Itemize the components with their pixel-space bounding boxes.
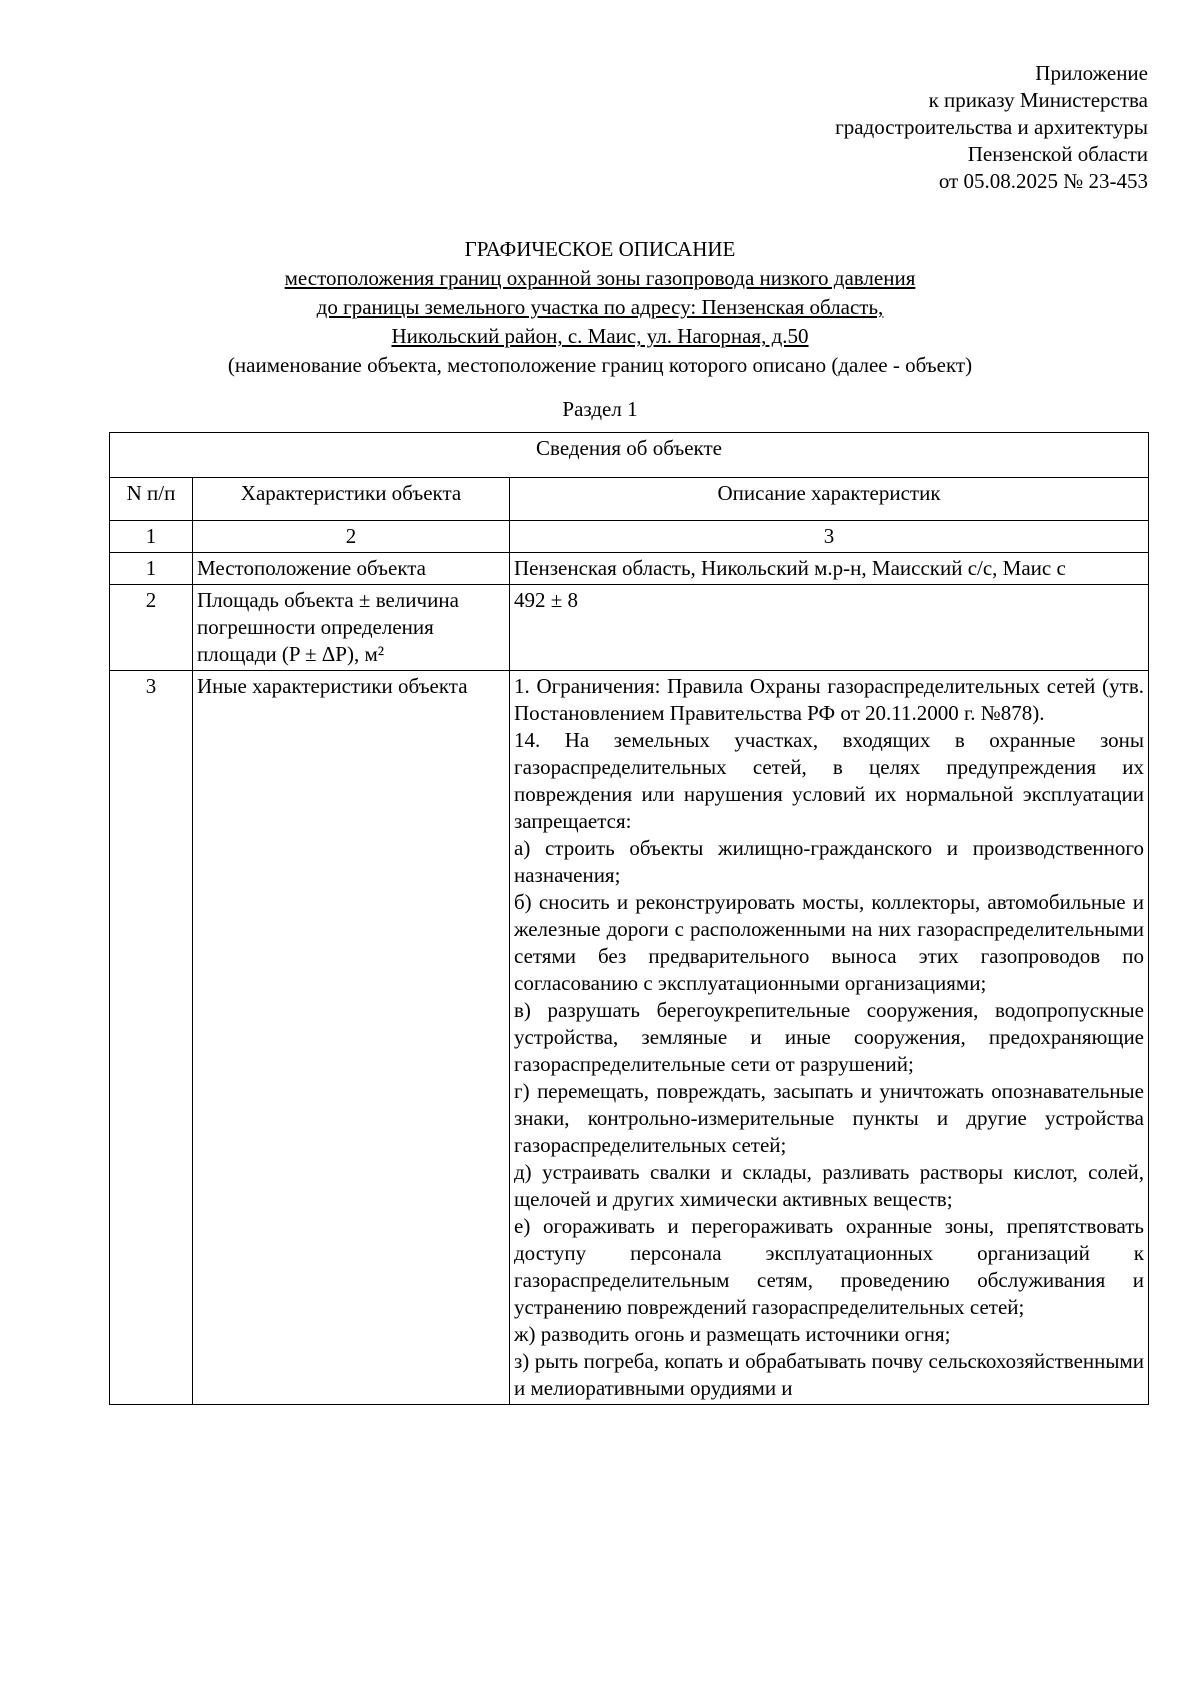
annex-line: Пензенской области [967,142,1148,166]
description-paragraph: Пензенская область, Никольский м.р-н, Маисский с/с, Маис с [514,556,1066,580]
description-paragraph: 492 ± 8 [514,588,579,612]
object-info-table [109,432,1149,1405]
description-paragraph: б) сносить и реконструировать мосты, коллекторы, автомобильные и железные дороги с расположенными на них газораспределительными сетями без предварительного выноса этих газопроводов по согласованию с эксплуатационными организациями; [514,890,1144,995]
table-row [110,585,1149,671]
object-name-line: местоположения границ охранной зоны газопровода низкого давления [284,266,916,290]
description-paragraph: 1. Ограничения: Правила Охраны газораспределительных сетей (утв. Постановлением Правительства РФ от 20.11.2000 г. №878). [514,674,1144,725]
row-description [510,585,1149,671]
header-cell: Описание характеристик [510,478,1149,521]
object-name-line: Никольский район, с. Маис, ул. Нагорная, д.50 [391,324,809,348]
row-characteristic: Иные характеристики объекта [193,671,510,1405]
annex-line: Приложение [1035,61,1148,85]
table-caption-row [110,433,1149,478]
row-characteristic: Местоположение объекта [193,553,510,585]
row-number: 3 [110,671,193,1405]
description-paragraph: а) строить объекты жилищно-гражданского и производственного назначения; [514,836,1144,887]
annex-line: к приказу Министерства [928,88,1148,112]
description-paragraph: е) огораживать и перегораживать охранные зоны, препятствовать доступу персонала эксплуатационных организаций к газораспределительным сетям, проведению обслуживания и устранению повреждений газораспределительных сетей; [514,1214,1144,1319]
description-paragraph: г) перемещать, повреждать, засыпать и уничтожать опознавательные знаки, контрольно-измерительные пункты и другие устройства газораспределительных сетей; [514,1079,1144,1157]
column-number: 2 [193,521,510,553]
row-number: 1 [110,553,193,585]
column-number: 3 [510,521,1149,553]
document-title: ГРАФИЧЕСКОЕ ОПИСАНИЕ [464,237,736,261]
object-name-caption: (наименование объекта, местоположение границ которого описано (далее - объект) [227,353,973,377]
row-number: 2 [110,585,193,671]
header-cell: N п/п [110,478,193,521]
row-description [510,553,1149,585]
column-number-row [110,521,1149,553]
column-number: 1 [110,521,193,553]
row-characteristic: Площадь объекта ± величина погрешности определения площади (P ± ΔP), м² [193,585,510,671]
description-paragraph: в) разрушать берегоукрепительные сооружения, водопропускные устройства, земляные и иные сооружения, предохраняющие газораспределительные сети от разрушений; [514,998,1144,1076]
row-description [510,671,1149,1405]
title-block [0,236,1200,381]
object-name-line: до границы земельного участка по адресу: Пензенская область, [316,295,884,319]
description-paragraph: з) рыть погреба, копать и обрабатывать почву сельскохозяйственными и мелиоративными орудиями и [514,1349,1144,1400]
table-header-row [110,478,1149,521]
section-label: Раздел 1 [562,397,638,421]
header-cell: Характеристики объекта [193,478,510,521]
annex-line: градостроительства и архитектуры [835,115,1148,139]
description-paragraph: д) устраивать свалки и склады, разливать растворы кислот, солей, щелочей и других химически активных веществ; [514,1160,1144,1211]
table-row [110,553,1149,585]
table-caption: Сведения об объекте [110,433,1149,478]
annex-line: от 05.08.2025 № 23-453 [938,169,1148,193]
annex-block [628,60,1148,195]
description-paragraph: 14. На земельных участках, входящих в охранные зоны газораспределительных сетей, в целях предупреждения их повреждения или нарушения условий их нормальной эксплуатации запрещается: [514,728,1144,833]
description-paragraph: ж) разводить огонь и размещать источники огня; [514,1322,951,1346]
table-row [110,671,1149,1405]
